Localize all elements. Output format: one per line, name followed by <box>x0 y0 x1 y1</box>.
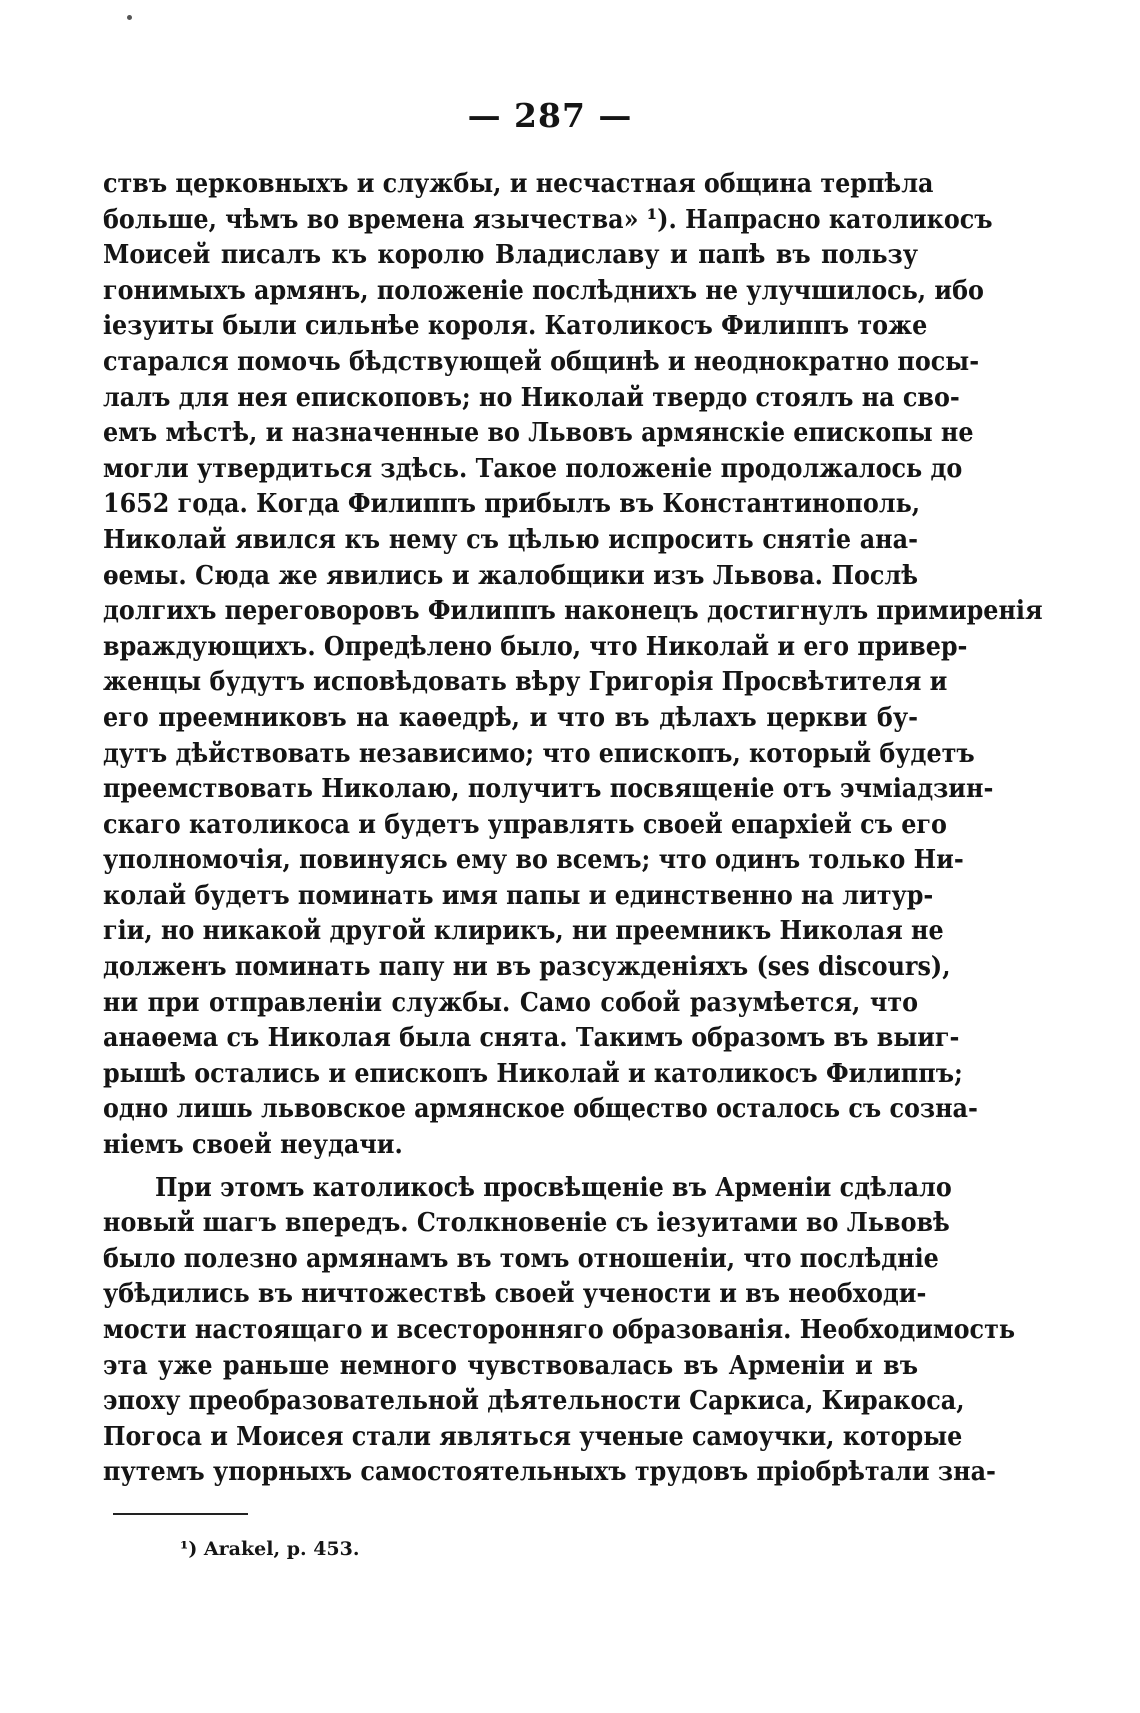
footnote-rule <box>113 1513 248 1515</box>
text-line: мости настоящаго и всесторонняго образованія. Необходимость <box>103 1314 1016 1345</box>
text-line: его преемниковъ на каѳедрѣ, и что въ дѣлахъ церкви бу- <box>103 701 918 733</box>
text-line: 1652 года. Когда Филиппъ прибылъ въ Константинополь, <box>103 488 921 520</box>
text-line: враждующихъ. Опредѣлено было, что Николай и его привер- <box>103 630 968 662</box>
text-line: могли утвердиться здѣсь. Такое положеніе продолжалось до <box>103 452 963 484</box>
text-line: лалъ для нея епископовъ; но Николай твердо стоялъ на сво- <box>103 381 960 413</box>
text-line: было полезно армянамъ въ томъ отношеніи, что послѣдніе <box>103 1242 939 1274</box>
text-line: скаго католикоса и будетъ управлять своей епархіей съ его <box>103 808 947 840</box>
text-line: анаѳема съ Николая была снята. Такимъ образомъ въ выиг- <box>103 1022 960 1054</box>
text-line: убѣдились въ ничтожествѣ своей учености и въ необходи- <box>103 1278 927 1310</box>
text-line: путемъ упорныхъ самостоятельныхъ трудовъ пріобрѣтали зна- <box>103 1456 996 1488</box>
text-line: одно лишь львовское армянское общество осталось съ созна- <box>103 1093 978 1125</box>
print-speck <box>127 15 132 20</box>
text-line: старался помочь бѣдствующей общинѣ и неоднократно посы- <box>103 345 980 377</box>
text-line: При этомъ католикосѣ просвѣщеніе въ Арменіи сдѣлало <box>155 1171 952 1203</box>
text-line: дутъ дѣйствовать независимо; что епископъ, который будетъ <box>103 737 975 769</box>
text-line: іезуиты были сильнѣе короля. Католикосъ Филиппъ тоже <box>103 310 928 342</box>
footnote: ¹) Arakel, p. 453. <box>180 1538 360 1560</box>
text-line: эта уже раньше немного чувствовалась въ Арменіи и въ <box>103 1349 918 1381</box>
text-line: рышѣ остались и епископъ Николай и католикосъ Филиппъ; <box>103 1057 963 1089</box>
text-line: гонимыхъ армянъ, положеніе послѣднихъ не улучшилось, ибо <box>103 274 984 306</box>
text-line: ніемъ своей неудачи. <box>103 1129 403 1161</box>
text-line: ствъ церковныхъ и службы, и несчастная община терпѣла <box>103 168 934 199</box>
text-line: женцы будутъ исповѣдовать вѣру Григорія Просвѣтителя и <box>103 666 948 698</box>
body-text <box>103 166 1043 1490</box>
text-line: больше, чѣмъ во времена язычества» ¹). Напрасно католикосъ <box>103 203 993 235</box>
text-line: гіи, но никакой другой клирикъ, ни преемникъ Николая не <box>103 915 944 947</box>
paragraph-gap <box>103 1163 918 1170</box>
text-line: ѳемы. Сюда же явились и жалобщики изъ Львова. Послѣ <box>103 559 918 591</box>
page-number: — 287 — <box>467 96 633 135</box>
text-line: долженъ поминать папу ни въ разсужденіяхъ (ses discours), <box>103 951 951 983</box>
text-line: емъ мѣстѣ, и назначенные во Львовъ армянскіе епископы не <box>103 417 974 449</box>
text-line: преемствовать Николаю, получитъ посвященіе отъ эчміадзин- <box>103 773 994 805</box>
text-line: уполномочія, повинуясь ему во всемъ; что одинъ только Ни- <box>103 844 964 876</box>
text-line: долгихъ переговоровъ Филиппъ наконецъ достигнулъ примиренія <box>103 595 1043 627</box>
paragraph-1 <box>103 166 1043 1163</box>
text-line: Моисей писалъ къ королю Владиславу и папѣ въ пользу <box>103 239 918 271</box>
text-line: Николай явился къ нему съ цѣлью испросить снятіе ана- <box>103 523 918 555</box>
text-line: новый шагъ впередъ. Столкновеніе съ іезуитами во Львовѣ <box>103 1207 950 1239</box>
paragraph-2 <box>103 1170 1016 1490</box>
text-line: эпоху преобразовательной дѣятельности Саркиса, Киракоса, <box>103 1385 965 1417</box>
text-line: колай будетъ поминать имя папы и единственно на литур- <box>103 879 934 911</box>
text-line: Погоса и Моисея стали являться ученые самоучки, которые <box>103 1420 963 1452</box>
text-line: ни при отправленіи службы. Само собой разумѣется, что <box>103 986 918 1018</box>
